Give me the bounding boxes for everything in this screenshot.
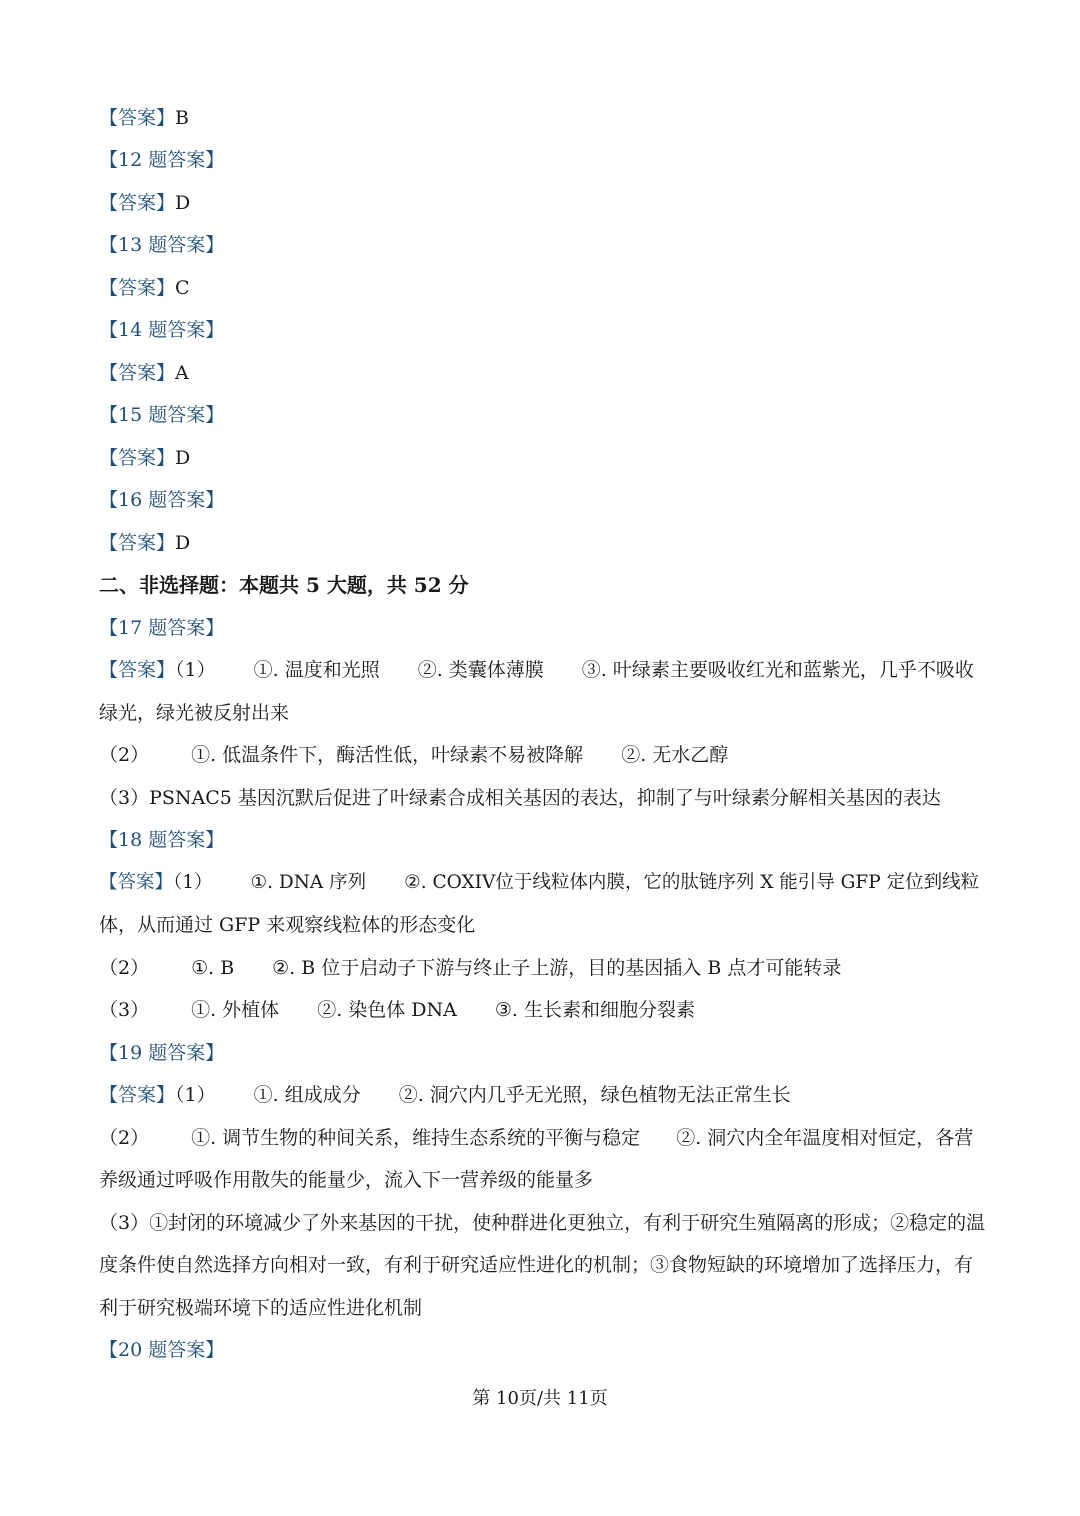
answer-line: [99, 658, 989, 682]
sub-answer: ①. DNA 序列: [250, 872, 367, 893]
answer-line: [99, 361, 989, 385]
question-label-16: 【16 题答案】: [99, 489, 225, 511]
question-label-12: 【12 题答案】: [99, 149, 225, 171]
answer-label: 【答案】: [99, 192, 176, 214]
answer-continuation: 利于研究极端环境下的适应性进化机制: [99, 1297, 423, 1319]
section-heading: 二、非选择题：本题共 5 大题，共 52 分: [99, 573, 469, 597]
sub-answer: ②. 无水乙醇: [621, 744, 729, 766]
question-label-19: 【19 题答案】: [99, 1042, 225, 1064]
sub-answer: ②. 类囊体薄膜: [417, 659, 544, 681]
sub-answer: ①. 外植体: [191, 999, 280, 1021]
sub-answer: ①. 组成成分: [253, 1084, 361, 1106]
question-label-20: 【20 题答案】: [99, 1339, 225, 1361]
sub-answer: ③. 叶绿素主要吸收红光和蓝紫光，几乎不吸收: [581, 659, 974, 681]
part-number: （1）: [175, 1084, 216, 1106]
sub-answer: ①. B: [191, 957, 235, 979]
part-number: （1）: [175, 659, 216, 681]
answer-line: （3）PSNAC5 基因沉默后促进了叶绿素合成相关基因的表达，抑制了与叶绿素分解相关基因的表达: [99, 787, 941, 809]
part-number: （2）: [99, 1127, 150, 1149]
page-footer: 第 10页/共 11页: [472, 1388, 608, 1409]
part-number: （2）: [99, 957, 150, 979]
sub-answer: ①. 调节生物的种间关系，维持生态系统的平衡与稳定: [191, 1127, 641, 1149]
answer-line: [99, 276, 989, 300]
answer-value: C: [175, 277, 190, 299]
answer-label: 【答案】: [99, 532, 176, 554]
answer-line: [99, 871, 989, 895]
answer-line: [99, 1083, 989, 1107]
sub-answer: ②. 洞穴内全年温度相对恒定，各营: [676, 1127, 974, 1149]
answer-continuation: 体，从而通过 GFP 来观察线粒体的形态变化: [99, 914, 476, 936]
question-label-13: 【13 题答案】: [99, 234, 225, 256]
answer-label: 【答案】: [99, 659, 176, 681]
answer-continuation: 养级通过呼吸作用散失的能量少，流入下一营养级的能量多: [99, 1169, 594, 1191]
answer-line: [99, 531, 989, 555]
answer-line: [99, 446, 989, 470]
answer-label: 【答案】: [99, 107, 176, 129]
sub-answer: ②. 洞穴内几乎无光照，绿色植物无法正常生长: [398, 1084, 791, 1106]
answer-line: （3）①封闭的环境减少了外来基因的干扰，使种群进化更独立，有利于研究生殖隔离的形成；②稳定的温: [99, 1212, 986, 1234]
sub-answer: ②. B 位于启动子下游与终止子上游，目的基因插入 B 点才可能转录: [272, 957, 842, 979]
answer-value: D: [175, 192, 191, 214]
answer-value: B: [175, 107, 189, 129]
answer-label: 【答案】: [99, 872, 174, 893]
answer-label: 【答案】: [99, 447, 176, 469]
answer-continuation: 度条件使自然选择方向相对一致，有利于研究适应性进化的机制；③食物短缺的环境增加了选择压力，有: [99, 1254, 974, 1276]
question-label-17: 【17 题答案】: [99, 617, 225, 639]
answer-line: [99, 743, 989, 767]
answer-line: [99, 106, 989, 130]
answer-value: D: [175, 532, 191, 554]
question-label-15: 【15 题答案】: [99, 404, 225, 426]
sub-answer: ③. 生长素和细胞分裂素: [494, 999, 696, 1021]
sub-answer: ②. COXIV位于线粒体内膜，它的肽链序列 X 能引导 GFP 定位到线粒: [404, 872, 980, 893]
sub-answer: ①. 低温条件下，酶活性低，叶绿素不易被降解: [191, 744, 584, 766]
answer-value: A: [175, 362, 189, 384]
question-label-18: 【18 题答案】: [99, 829, 225, 851]
answer-line: [99, 956, 989, 980]
answer-line: [99, 191, 989, 215]
part-number: （2）: [99, 744, 150, 766]
answer-label: 【答案】: [99, 1084, 176, 1106]
sub-answer: ②. 染色体 DNA: [317, 999, 457, 1021]
part-number: （3）: [99, 999, 150, 1021]
question-label-14: 【14 题答案】: [99, 319, 225, 341]
answer-line: [99, 1126, 989, 1150]
answer-value: D: [175, 447, 191, 469]
part-number: （1）: [173, 872, 213, 893]
answer-label: 【答案】: [99, 362, 176, 384]
answer-continuation: 绿光，绿光被反射出来: [99, 702, 290, 724]
answer-label: 【答案】: [99, 277, 176, 299]
answer-line: [99, 998, 989, 1022]
sub-answer: ①. 温度和光照: [253, 659, 380, 681]
